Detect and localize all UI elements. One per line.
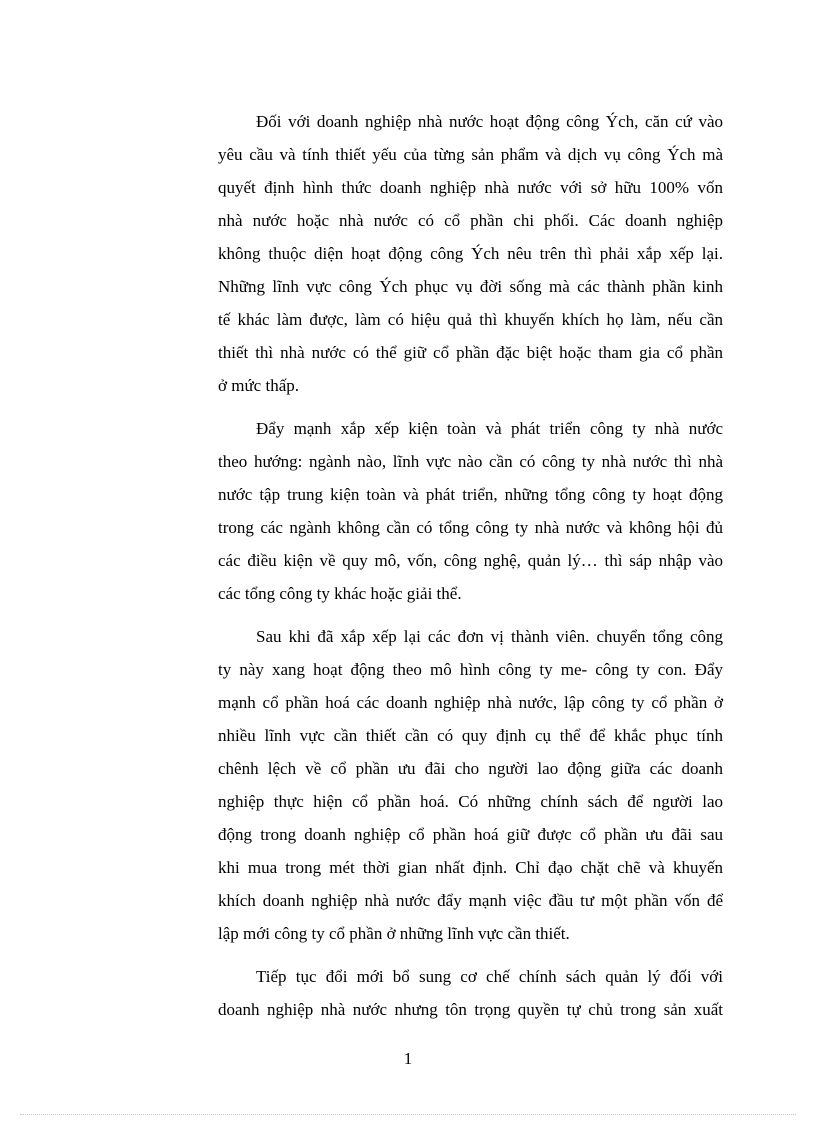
- text-line: các điều kiện về quy mô, vốn, công nghệ, quản lý… thì sáp nhập vào: [218, 551, 723, 570]
- text-line: nước tập trung kiện toàn và phát triển, những tổng công ty hoạt động: [218, 485, 723, 504]
- text-line: khích doanh nghiệp nhà nước đẩy mạnh việc đầu tư một phần vốn để: [218, 891, 723, 910]
- text-line: yêu cầu và tính thiết yếu của từng sản phẩm và dịch vụ công Ých mà: [218, 145, 723, 164]
- body-text: [218, 105, 723, 1036]
- text-line: ở mức thấp.: [218, 376, 299, 395]
- text-line: khi mua trong mét thời gian nhất định. Chỉ đạo chặt chẽ và khuyến: [218, 858, 723, 877]
- text-line: các tổng công ty khác hoặc giải thể.: [218, 584, 462, 603]
- text-line: chênh lệch về cổ phần ưu đãi cho người lao động giữa các doanh: [218, 759, 723, 778]
- text-line: Đẩy mạnh xắp xếp kiện toàn và phát triển công ty nhà nước: [256, 419, 723, 438]
- text-line: trong các ngành không cần có tổng công ty nhà nước và không hội đủ: [218, 518, 723, 537]
- text-line: Sau khi đã xắp xếp lại các đơn vị thành viên. chuyển tổng công: [256, 627, 723, 646]
- text-line: Đối với doanh nghiệp nhà nước hoạt động công Ých, căn cứ vào: [256, 112, 723, 131]
- paragraph: [218, 620, 723, 950]
- text-line: quyết định hình thức doanh nghiệp nhà nước với sở hữu 100% vốn: [218, 178, 723, 197]
- page-number: 1: [403, 1049, 413, 1068]
- paragraph: [218, 960, 723, 1026]
- footer-dotted-rule: [20, 1114, 796, 1115]
- paragraph: [218, 412, 723, 610]
- text-line: động trong doanh nghiệp cổ phần hoá giữ được cổ phần ưu đãi sau: [218, 825, 723, 844]
- text-line: nhiều lĩnh vực cần thiết cần có quy định cụ thể để khắc phục tính: [218, 726, 723, 745]
- text-line: mạnh cổ phần hoá các doanh nghiệp nhà nước, lập công ty cổ phần ở: [218, 693, 723, 712]
- text-line: lập mới công ty cổ phần ở những lĩnh vực cần thiết.: [218, 924, 570, 943]
- text-line: thiết thì nhà nước có thể giữ cổ phần đặc biệt hoặc tham gia cổ phần: [218, 343, 723, 362]
- text-line: Những lĩnh vực công Ých phục vụ đời sống mà các thành phần kinh: [218, 277, 723, 296]
- paragraph: [218, 105, 723, 402]
- text-line: tế khác làm được, làm có hiệu quả thì khuyến khích họ làm, nếu cần: [218, 310, 723, 329]
- text-line: Tiếp tục đổi mới bổ sung cơ chế chính sách quản lý đối với: [256, 967, 723, 986]
- text-line: theo hướng: ngành nào, lĩnh vực nào cần có công ty nhà nước thì nhà: [218, 452, 723, 471]
- text-line: doanh nghiệp nhà nước nhưng tôn trọng quyền tự chủ trong sản xuất: [218, 1000, 723, 1019]
- text-line: không thuộc diện hoạt động công Ých nêu trên thì phải xắp xếp lại.: [218, 244, 723, 263]
- text-line: ty này xang hoạt động theo mô hình công ty me- công ty con. Đẩy: [218, 660, 723, 679]
- text-line: nghiệp thực hiện cổ phần hoá. Có những chính sách để người lao: [218, 792, 723, 811]
- text-line: nhà nước hoặc nhà nước có cổ phần chi phối. Các doanh nghiệp: [218, 211, 723, 230]
